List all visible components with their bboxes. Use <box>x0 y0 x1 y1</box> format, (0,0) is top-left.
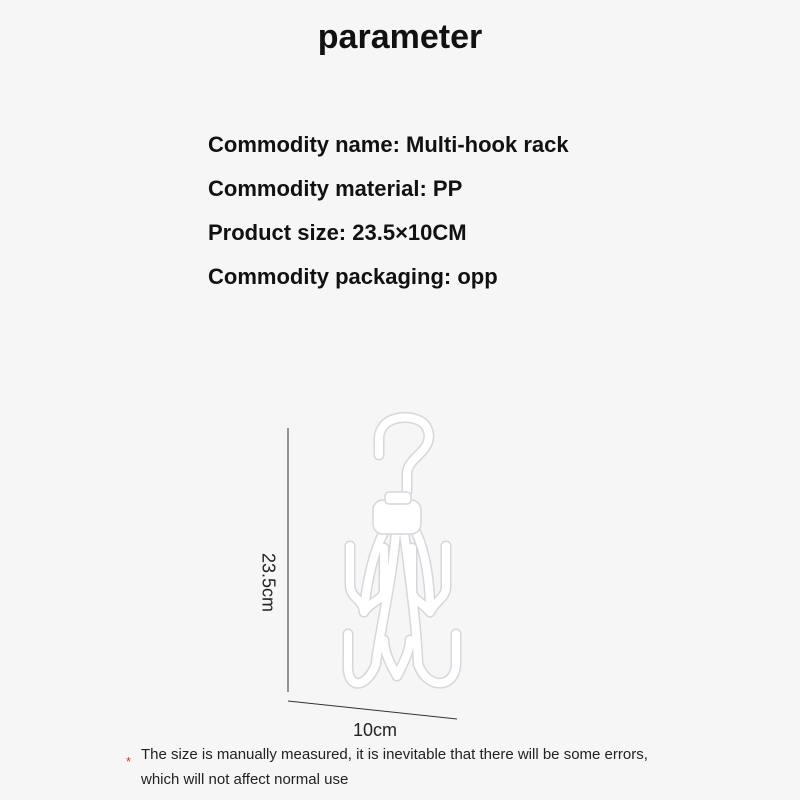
multi-hook-rack-image <box>348 417 456 683</box>
height-dimension-label: 23.5cm <box>258 552 279 613</box>
param-commodity-material: Commodity material: PP <box>208 176 463 201</box>
width-dimension-line <box>288 701 457 719</box>
width-dimension-label: 10cm <box>352 720 397 740</box>
param-commodity-name: Commodity name: Multi-hook rack <box>208 132 569 157</box>
page-title: parameter <box>317 18 483 56</box>
note-line-1: The size is manually measured, it is inevitable that there will be some errors, <box>141 746 648 763</box>
param-product-size: Product size: 23.5×10CM <box>208 220 467 245</box>
param-commodity-packaging: Commodity packaging: opp <box>208 264 498 289</box>
asterisk-icon: * <box>126 754 132 769</box>
note-line-2: which will not affect normal use <box>141 771 349 788</box>
